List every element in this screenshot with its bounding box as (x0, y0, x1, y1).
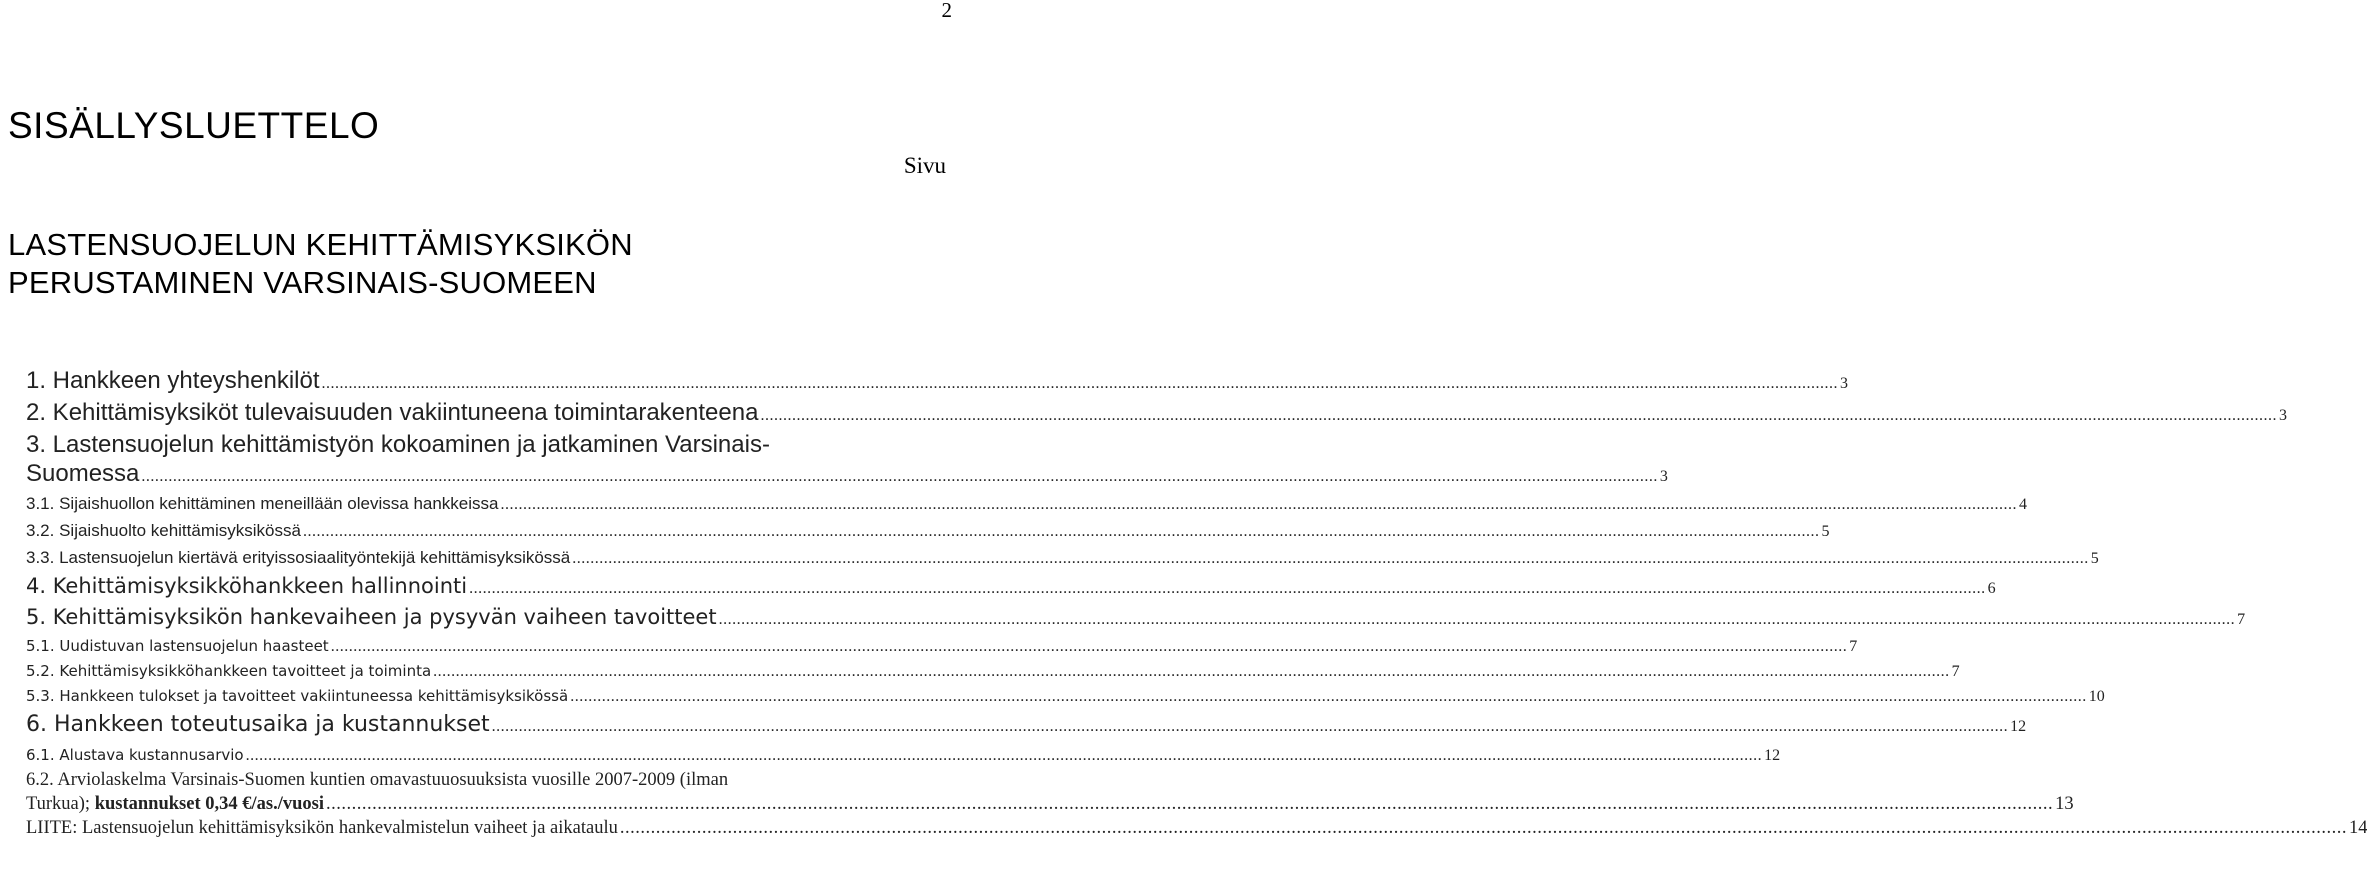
dot-leader: ................................................................................................................................................................................................................................................................................................................................................. (302, 523, 1820, 540)
toc-entry-page: 12 (1764, 747, 1781, 764)
toc-entry-3-3[interactable] (26, 545, 2099, 572)
toc-entry-6[interactable] (26, 709, 2027, 743)
toc-entry-page: 5 (1821, 523, 1830, 540)
toc-entry-text: 5.3. Hankkeen tulokset ja tavoitteet vakiintuneessa kehittämisyksikössä (26, 687, 569, 705)
dot-leader: ................................................................................................................................................................................................................................................................................................................................................. (572, 550, 2089, 567)
dot-leader: ................................................................................................................................................................................................................................................................................................................................................. (245, 747, 1763, 764)
dot-leader: ................................................................................................................................................................................................................................................................................................................................................. (718, 611, 2236, 628)
toc-entry-appendix[interactable] (26, 816, 2367, 840)
page-number: 2 (941, 0, 952, 22)
toc-entry-page: 12 (2010, 718, 2027, 735)
toc-entry-4[interactable] (26, 572, 1996, 603)
dot-leader: ................................................................................................................................................................................................................................................................................................................................................. (325, 794, 2054, 814)
toc-entry-text: LIITE: Lastensuojelun kehittämisyksikön hankevalmistelun vaiheet ja aikataulu (26, 818, 618, 838)
toc-entry-text: 1. Hankkeen yhteyshenkilöt (26, 367, 320, 394)
toc-entry-text (26, 792, 324, 816)
toc-entry-text: 5.2. Kehittämisyksikköhankkeen tavoitteet ja toiminta (26, 662, 432, 680)
toc-entry-5-1[interactable] (26, 634, 1858, 659)
toc-entry-6-2-line-1[interactable]: 6.2. Arviolaskelma Varsinais-Suomen kuntien omavastuuosuuksista vuosille 2007-2009 (ilman (26, 770, 729, 790)
toc-entry-page: 10 (2088, 688, 2105, 705)
toc-entry-5-2[interactable] (26, 659, 1960, 684)
toc-entry-text: 6. Hankkeen toteutusaika ja kustannukset (26, 712, 490, 737)
dot-leader: ................................................................................................................................................................................................................................................................................................................................................. (619, 818, 2347, 838)
toc-entry-6-1[interactable] (26, 743, 1781, 768)
project-title-line-2: PERUSTAMINEN VARSINAIS-SUOMEEN (8, 265, 597, 300)
toc-entry-text: Suomessa (26, 460, 140, 487)
table-of-contents (26, 366, 2367, 840)
toc-entry-page: 7 (2237, 611, 2246, 628)
toc-entry-page: 7 (1849, 638, 1858, 655)
toc-entry-text-bold: kustannukset 0,34 €/as./vuosi (94, 794, 324, 814)
toc-entry-text: 3.3. Lastensuojelun kiertävä erityissosiaalityöntekijä kehittämisyksikössä (26, 548, 571, 567)
toc-entry-3-1[interactable] (26, 491, 2027, 518)
dot-leader: ................................................................................................................................................................................................................................................................................................................................................. (469, 580, 1986, 597)
page-column-label: Sivu (903, 153, 946, 178)
toc-entry-page: 13 (2055, 794, 2074, 814)
toc-entry-text: 3.1. Sijaishuollon kehittäminen meneillään olevissa hankkeissa (26, 494, 499, 513)
toc-entry-text: 5.1. Uudistuvan lastensuojelun haasteet (26, 637, 329, 655)
toc-title: SISÄLLYSLUETTELO (8, 105, 380, 146)
dot-leader: ................................................................................................................................................................................................................................................................................................................................................. (141, 468, 1658, 485)
toc-entry-text: 2. Kehittämisyksiköt tulevaisuuden vakiintuneena toimintarakenteena (26, 399, 759, 426)
toc-entry-5[interactable] (26, 603, 2246, 634)
toc-entry-2[interactable] (26, 398, 2287, 430)
toc-entry-1[interactable] (26, 366, 1849, 398)
project-title (8, 226, 633, 302)
toc-entry-text: 6.1. Alustava kustannusarvio (26, 746, 244, 764)
dot-leader: ................................................................................................................................................................................................................................................................................................................................................. (760, 407, 2277, 424)
toc-entry-page: 14 (2348, 818, 2367, 838)
toc-entry-text-plain: Turkua); (26, 794, 95, 814)
toc-entry-page: 7 (1951, 663, 1960, 680)
dot-leader: ................................................................................................................................................................................................................................................................................................................................................. (433, 663, 1950, 680)
toc-entry-page: 3 (1659, 468, 1668, 485)
project-title-line-1: LASTENSUOJELUN KEHITTÄMISYKSIKÖN (8, 227, 633, 262)
dot-leader: ................................................................................................................................................................................................................................................................................................................................................. (491, 718, 2009, 735)
toc-entry-page: 6 (1987, 580, 1996, 597)
dot-leader: ................................................................................................................................................................................................................................................................................................................................................. (500, 496, 2017, 513)
toc-entry-text: 3.2. Sijaishuolto kehittämisyksikössä (26, 521, 301, 540)
toc-entry-text: 5. Kehittämisyksikön hankevaiheen ja pysyvän vaiheen tavoitteet (26, 605, 717, 629)
dot-leader: ................................................................................................................................................................................................................................................................................................................................................. (330, 638, 1848, 655)
toc-entry-3[interactable] (26, 459, 1668, 491)
toc-entry-3-line-1[interactable]: 3. Lastensuojelun kehittämistyön kokoaminen ja jatkaminen Varsinais- (26, 431, 770, 458)
toc-entry-page: 5 (2090, 550, 2099, 567)
toc-entry-3-2[interactable] (26, 518, 1830, 545)
toc-entry-text: 4. Kehittämisyksikköhankkeen hallinnointi (26, 574, 468, 598)
toc-entry-page: 4 (2019, 496, 2027, 513)
toc-entry-page: 3 (1840, 375, 1849, 392)
dot-leader: ................................................................................................................................................................................................................................................................................................................................................. (321, 375, 1839, 392)
dot-leader: ................................................................................................................................................................................................................................................................................................................................................. (570, 688, 2087, 705)
toc-entry-6-2[interactable] (26, 792, 2074, 816)
toc-entry-5-3[interactable] (26, 684, 2105, 709)
toc-entry-page: 3 (2278, 407, 2287, 424)
